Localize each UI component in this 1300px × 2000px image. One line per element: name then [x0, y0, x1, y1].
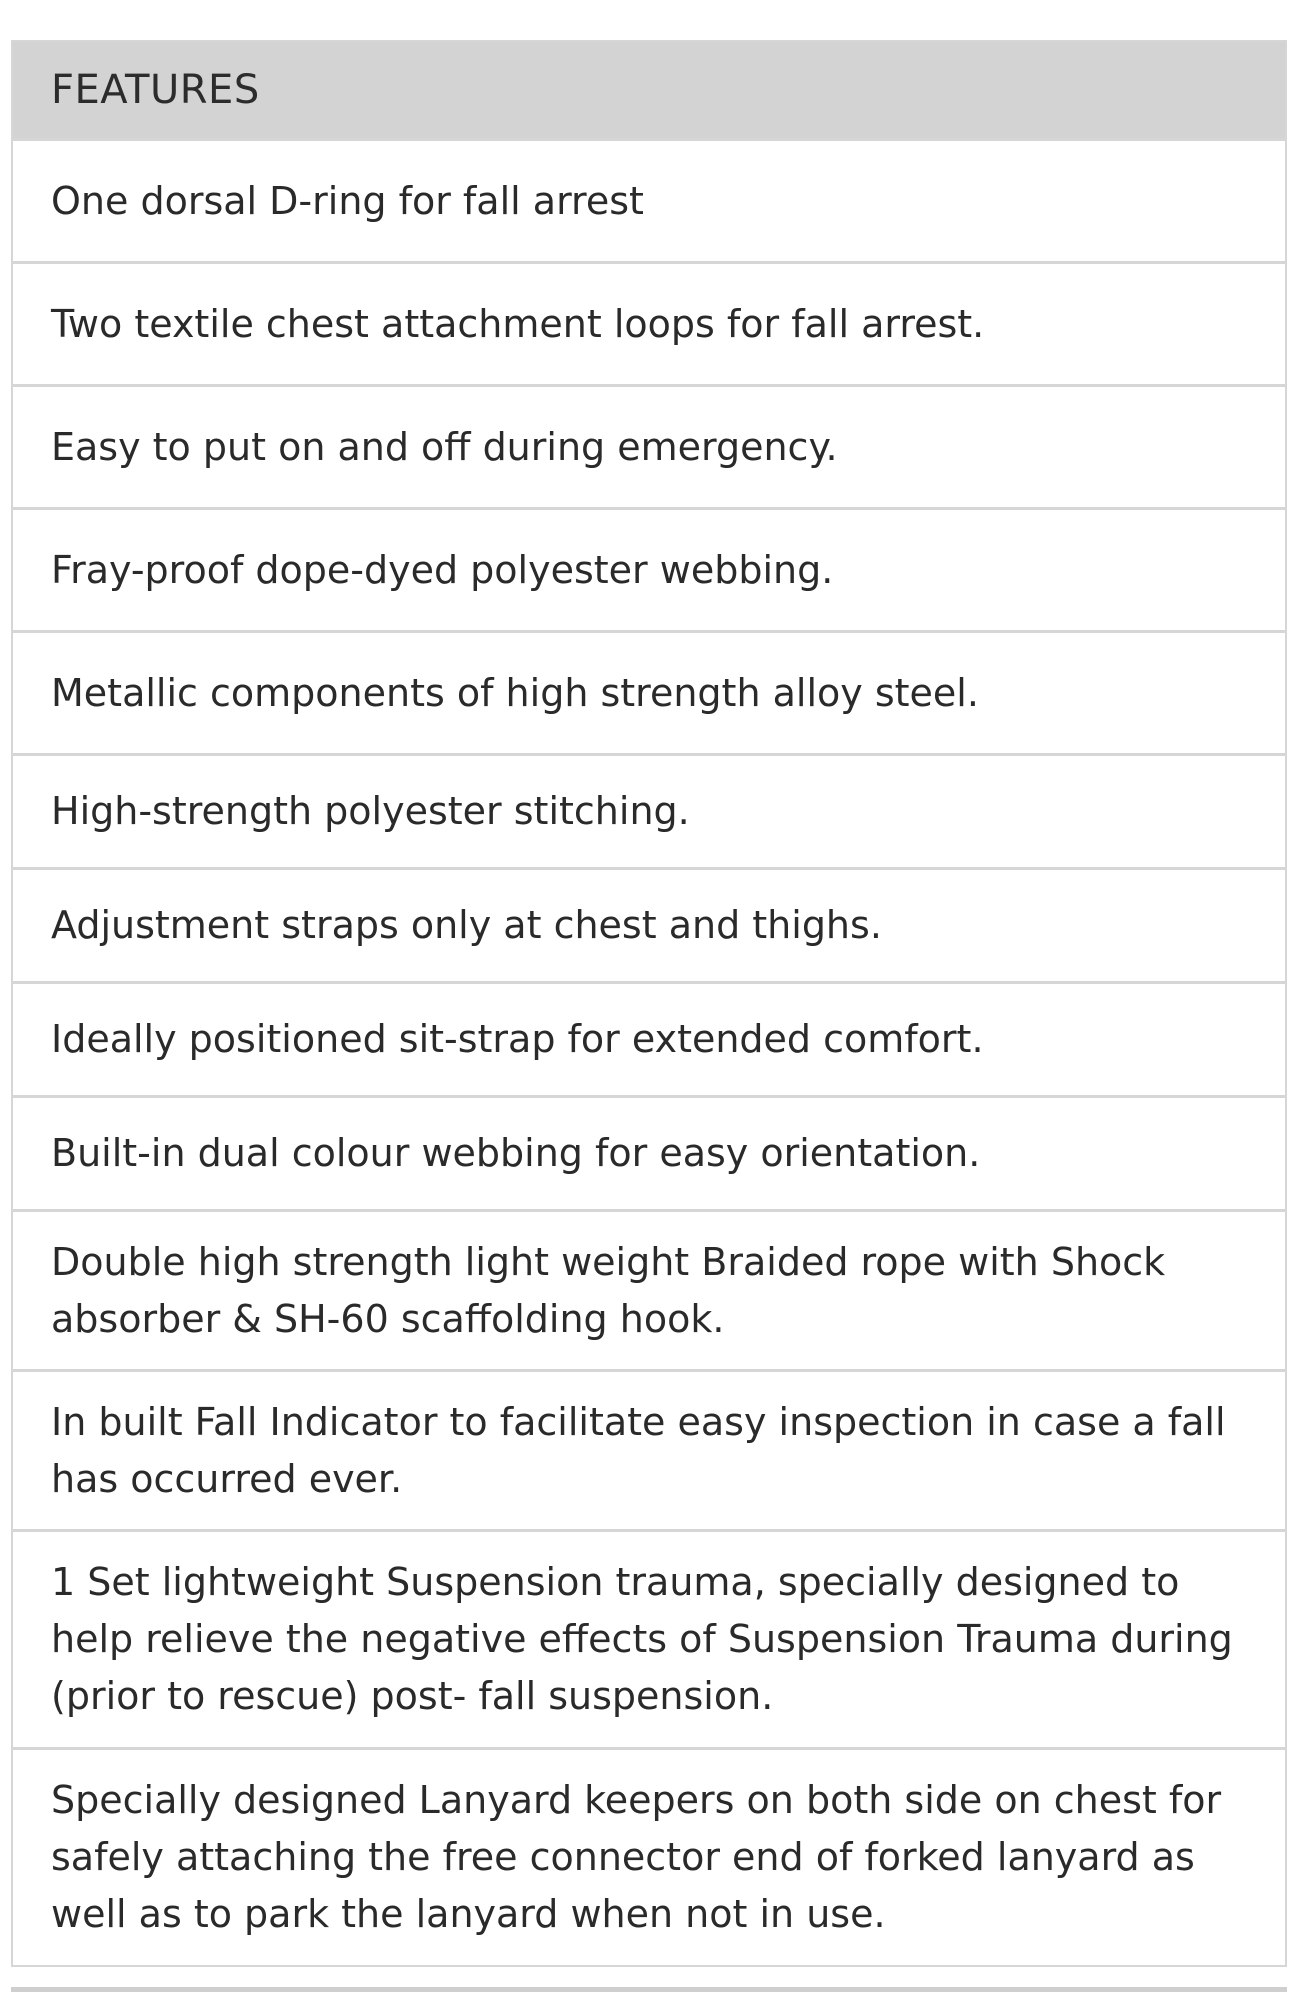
feature-row: Two textile chest attachment loops for fall arrest. [13, 261, 1285, 384]
feature-row: Metallic components of high strength alloy steel. [13, 630, 1285, 753]
feature-row: Adjustment straps only at chest and thighs. [13, 867, 1285, 981]
feature-row: One dorsal D-ring for fall arrest [13, 138, 1285, 261]
feature-row: Ideally positioned sit-strap for extended comfort. [13, 981, 1285, 1095]
feature-row: Double high strength light weight Braided rope with Shock absorber & SH-60 scaffolding hook. [13, 1209, 1285, 1369]
bottom-divider [11, 1987, 1287, 1992]
feature-row: Fray-proof dope-dyed polyester webbing. [13, 507, 1285, 630]
feature-row: High-strength polyester stitching. [13, 753, 1285, 867]
feature-row: 1 Set lightweight Suspension trauma, specially designed to help relieve the negative effects of Suspension Trauma during (prior to rescue) post- fall suspension. [13, 1529, 1285, 1747]
feature-row: Built-in dual colour webbing for easy orientation. [13, 1095, 1285, 1209]
feature-row: Specially designed Lanyard keepers on both side on chest for safely attaching the free connector end of forked lanyard as well as to park the lanyard when not in use. [13, 1747, 1285, 1965]
feature-row: Easy to put on and off during emergency. [13, 384, 1285, 507]
features-header: FEATURES [13, 42, 1285, 138]
feature-row: In built Fall Indicator to facilitate easy inspection in case a fall has occurred ever. [13, 1369, 1285, 1529]
features-table [11, 40, 1287, 1967]
